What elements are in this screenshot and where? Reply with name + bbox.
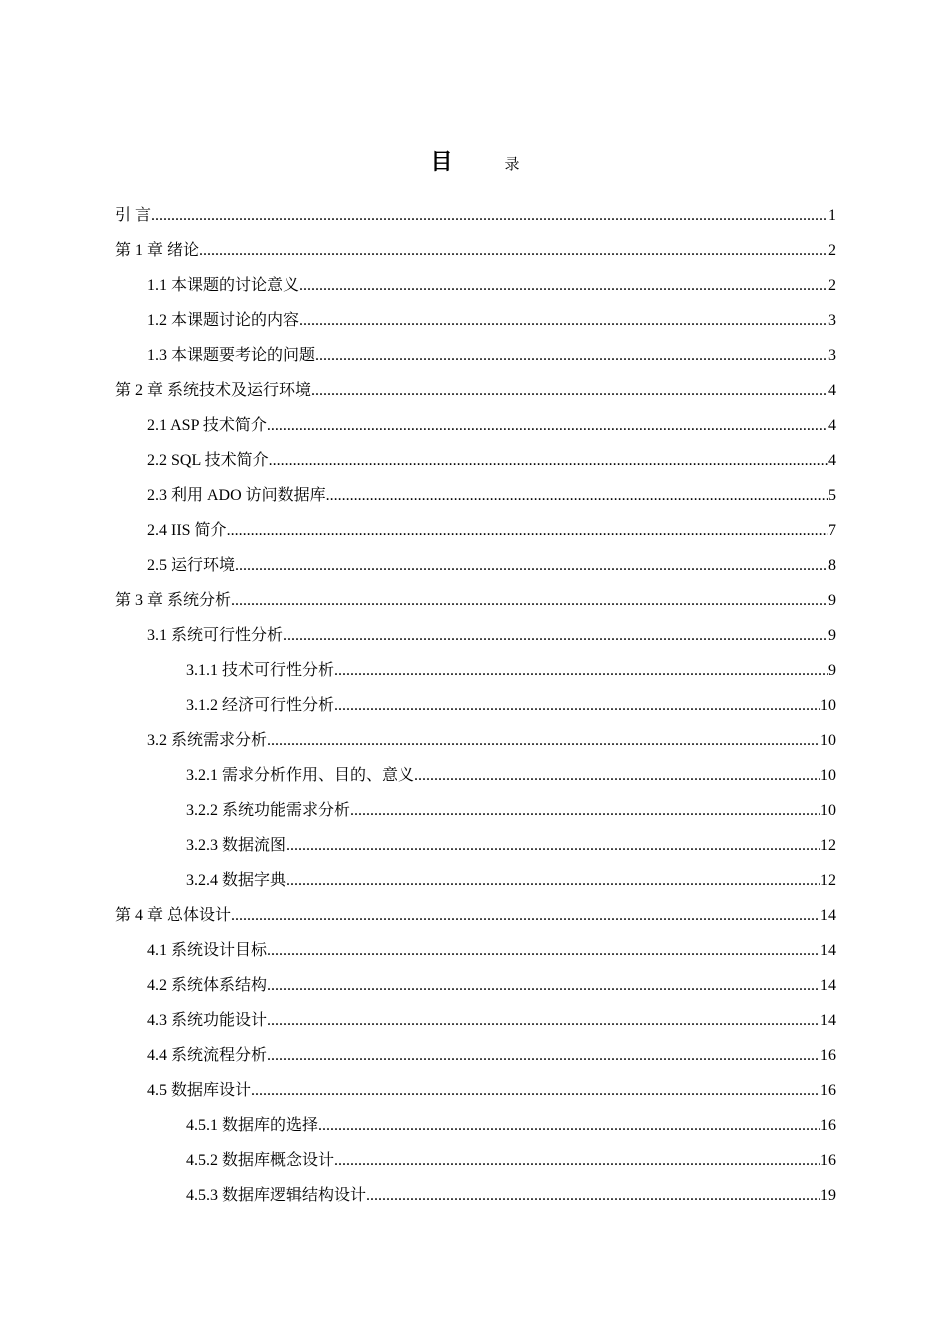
toc-entry-page-number: 10 [820,767,836,784]
title-part-2: 录 [504,157,520,173]
toc-entry[interactable] [147,513,836,548]
toc-entry-label: 第 1 章 绪论 [115,242,200,259]
toc-entry-page-number: 14 [820,907,836,924]
toc-entry-page-number: 3 [828,312,836,329]
toc-entry[interactable] [115,233,836,268]
toc-entry-page-number: 5 [828,487,836,504]
toc-entry[interactable] [147,548,836,583]
toc-dot-leader [334,1143,820,1178]
toc-entry[interactable] [186,1108,836,1143]
toc-entry-page-number: 14 [820,1012,836,1029]
toc-entry-page-number: 8 [828,557,836,574]
toc-dot-leader [267,1003,820,1038]
toc-entry-page-number: 9 [828,627,836,644]
toc-entry[interactable] [186,758,836,793]
toc-entry-label: 3.2.1 需求分析作用、目的、意义 [186,767,415,784]
toc-entry-page-number: 14 [820,942,836,959]
toc-entry-page-number: 16 [820,1047,836,1064]
toc-entry-label: 3.1 系统可行性分析 [147,627,284,644]
toc-entry-label: 3.2.4 数据字典 [186,872,287,889]
toc-entry-page-number: 14 [820,977,836,994]
toc-dot-leader [350,793,820,828]
toc-dot-leader [334,653,828,688]
toc-dot-leader [267,408,828,443]
toc-dot-leader [315,338,828,373]
toc-entry-label: 4.3 系统功能设计 [147,1012,268,1029]
toc-entry[interactable] [147,338,836,373]
toc-entry-label: 1.3 本课题要考论的问题 [147,347,316,364]
toc-entry-page-number: 16 [820,1152,836,1169]
toc-entry-label: 引 言 [115,207,152,224]
toc-dot-leader [251,1073,820,1108]
toc-entry-label: 4.5.2 数据库概念设计 [186,1152,335,1169]
toc-entry-page-number: 1 [828,207,836,224]
toc-entry[interactable] [147,268,836,303]
toc-entry-label: 4.5.1 数据库的选择 [186,1117,319,1134]
toc-entry-label: 第 3 章 系统分析 [115,592,232,609]
toc-entry[interactable] [186,1178,836,1213]
toc-entry[interactable] [186,828,836,863]
toc-entry-page-number: 12 [820,837,836,854]
toc-dot-leader [267,968,820,1003]
toc-entry[interactable] [147,443,836,478]
toc-entry-label: 4.4 系统流程分析 [147,1047,268,1064]
toc-entry-label: 3.2.2 系统功能需求分析 [186,802,351,819]
toc-dot-leader [227,513,828,548]
toc-entry[interactable] [147,1003,836,1038]
toc-entry-page-number: 4 [828,417,836,434]
toc-entry[interactable] [147,968,836,1003]
toc-entry-label: 3.1.1 技术可行性分析 [186,662,335,679]
toc-entry-page-number: 10 [820,697,836,714]
toc-entry-page-number: 9 [828,662,836,679]
toc-dot-leader [199,233,828,268]
toc-dot-leader [283,618,828,653]
toc-dot-leader [269,443,828,478]
toc-entry[interactable] [186,653,836,688]
title-part-1: 目 [430,149,453,174]
toc-entry-page-number: 4 [828,452,836,469]
toc-entry[interactable] [147,478,836,513]
toc-dot-leader [299,268,828,303]
toc-entry[interactable] [115,198,836,233]
toc-entry-page-number: 7 [828,522,836,539]
toc-entry-label: 2.1 ASP 技术简介 [147,417,267,434]
toc-entry-label: 2.4 IIS 简介 [147,522,227,539]
toc-entry[interactable] [147,933,836,968]
toc-dot-leader [286,863,820,898]
toc-dot-leader [299,303,828,338]
toc-dot-leader [366,1178,820,1213]
toc-entry-label: 3.1.2 经济可行性分析 [186,697,335,714]
toc-dot-leader [267,933,820,968]
toc-entry[interactable] [147,303,836,338]
toc-entry-page-number: 16 [820,1082,836,1099]
toc-entry[interactable] [115,583,836,618]
toc-entry-page-number: 10 [820,802,836,819]
toc-dot-leader [231,583,828,618]
toc-entry-page-number: 12 [820,872,836,889]
toc-dot-leader [334,688,820,723]
toc-entry-label: 3.2.3 数据流图 [186,837,287,854]
toc-entry-label: 1.1 本课题的讨论意义 [147,277,300,294]
toc-entry-label: 2.2 SQL 技术简介 [147,452,269,469]
page-title [0,145,950,177]
toc-entry[interactable] [147,618,836,653]
toc-entry-label: 第 2 章 系统技术及运行环境 [115,382,312,399]
toc-entry-label: 4.5 数据库设计 [147,1082,252,1099]
toc-entry[interactable] [186,863,836,898]
toc-entry-label: 2.5 运行环境 [147,557,236,574]
toc-entry-page-number: 16 [820,1117,836,1134]
toc-entry[interactable] [147,1073,836,1108]
toc-dot-leader [311,373,828,408]
toc-dot-leader [414,758,820,793]
toc-entry-label: 4.2 系统体系结构 [147,977,268,994]
toc-entry-label: 3.2 系统需求分析 [147,732,268,749]
toc-entry-label: 第 4 章 总体设计 [115,907,232,924]
toc-entry[interactable] [147,723,836,758]
toc-entry[interactable] [186,793,836,828]
toc-dot-leader [267,723,820,758]
toc-entry[interactable] [115,373,836,408]
toc-dot-leader [286,828,820,863]
toc-entry[interactable] [186,1143,836,1178]
toc-entry-label: 4.1 系统设计目标 [147,942,268,959]
toc-entry-page-number: 9 [828,592,836,609]
toc-entry-label: 1.2 本课题讨论的内容 [147,312,300,329]
toc-dot-leader [267,1038,820,1073]
toc-entry-page-number: 19 [820,1187,836,1204]
toc-entry-page-number: 10 [820,732,836,749]
toc-entry[interactable] [186,688,836,723]
toc-dot-leader [235,548,828,583]
toc-entry-page-number: 4 [828,382,836,399]
toc-entry-page-number: 2 [828,242,836,259]
toc-dot-leader [231,898,820,933]
toc-entry-page-number: 2 [828,277,836,294]
toc-dot-leader [318,1108,820,1143]
toc-entry-label: 4.5.3 数据库逻辑结构设计 [186,1187,367,1204]
toc-entry-label: 2.3 利用 ADO 访问数据库 [147,487,326,504]
toc-entry[interactable] [147,1038,836,1073]
toc-entry[interactable] [115,898,836,933]
toc-entry[interactable] [147,408,836,443]
toc-dot-leader [151,198,828,233]
toc-entry-page-number: 3 [828,347,836,364]
toc-dot-leader [326,478,828,513]
